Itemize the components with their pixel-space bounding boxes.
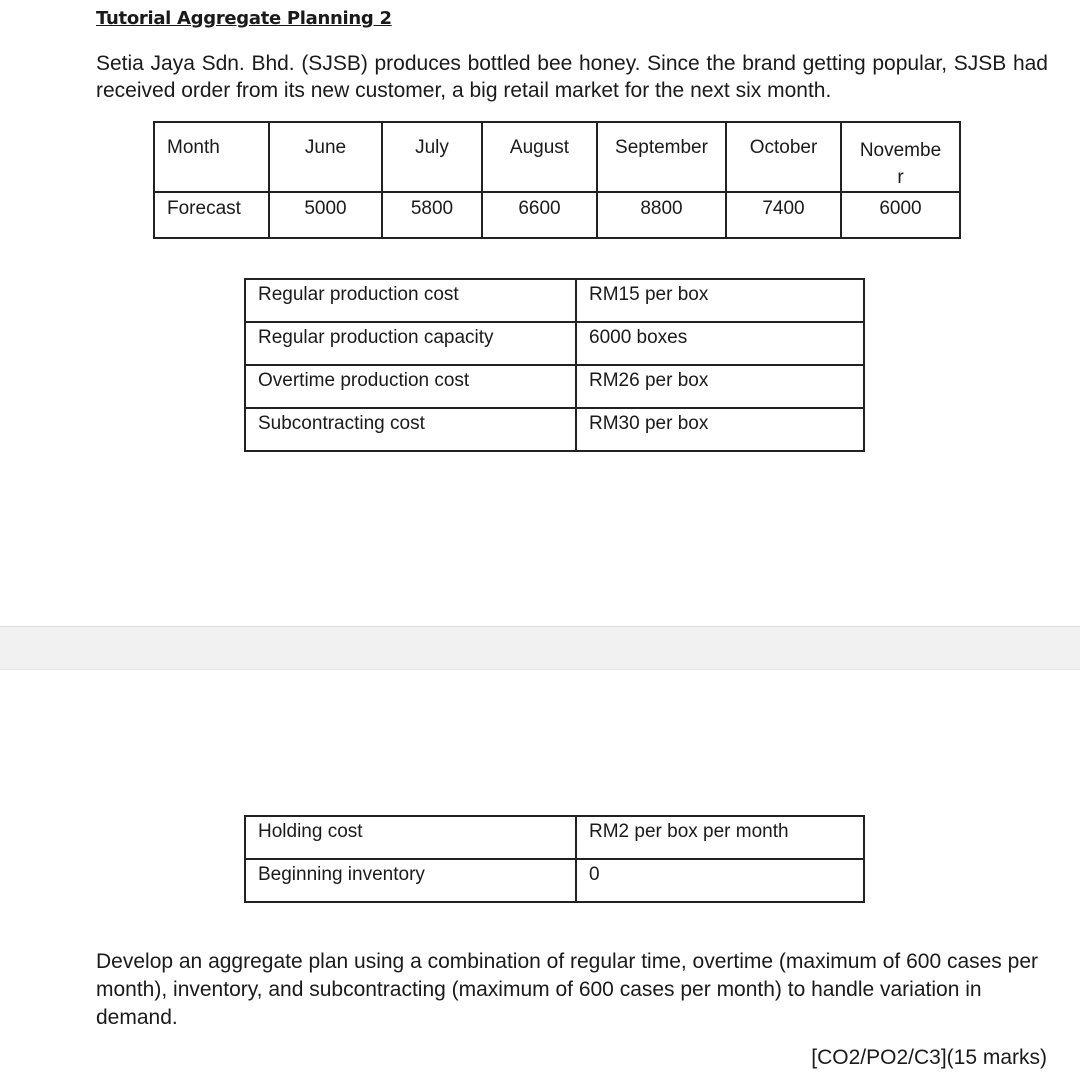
month-cell: July	[382, 122, 482, 192]
intro-paragraph: Setia Jaya Sdn. Bhd. (SJSB) produces bottled bee honey. Since the brand getting popular, SJSB had received order from its new customer, a big retail market for the next six month.	[96, 52, 1048, 102]
forecast-table	[153, 121, 961, 239]
month-cell: September	[597, 122, 726, 192]
page-title: Tutorial Aggregate Planning 2	[96, 8, 392, 29]
inventory-label: Holding cost	[245, 816, 576, 859]
forecast-cell: 6600	[482, 192, 597, 238]
marks-label: [CO2/PO2/C3](15 marks)	[811, 1046, 1047, 1069]
page-divider	[0, 626, 1080, 670]
cost-row	[245, 408, 864, 451]
cost-value: RM26 per box	[576, 365, 864, 408]
question-text: Develop an aggregate plan using a combination of regular time, overtime (maximum of 600 cases per month), inventory, and subcontracting (maximum of 600 cases per month) to handle variation in demand.	[96, 950, 1038, 1029]
cost-label: Overtime production cost	[245, 365, 576, 408]
cost-label: Regular production cost	[245, 279, 576, 322]
month-row	[154, 122, 960, 192]
cost-row	[245, 279, 864, 322]
inventory-label: Beginning inventory	[245, 859, 576, 902]
cost-value: RM15 per box	[576, 279, 864, 322]
inventory-row	[245, 816, 864, 859]
cost-value: RM30 per box	[576, 408, 864, 451]
month-label: Month	[154, 122, 269, 192]
forecast-cell: 8800	[597, 192, 726, 238]
cost-label: Regular production capacity	[245, 322, 576, 365]
month-cell: August	[482, 122, 597, 192]
cost-row	[245, 322, 864, 365]
inventory-value: RM2 per box per month	[576, 816, 864, 859]
inventory-row	[245, 859, 864, 902]
forecast-label: Forecast	[154, 192, 269, 238]
inventory-value: 0	[576, 859, 864, 902]
cost-row	[245, 365, 864, 408]
forecast-cell: 5800	[382, 192, 482, 238]
cost-table	[244, 278, 865, 452]
month-cell-november	[841, 122, 960, 192]
cost-label: Subcontracting cost	[245, 408, 576, 451]
forecast-cell: 7400	[726, 192, 841, 238]
month-cell-part: Novembe	[859, 140, 942, 161]
month-cell: June	[269, 122, 382, 192]
forecast-row	[154, 192, 960, 238]
cost-value: 6000 boxes	[576, 322, 864, 365]
forecast-cell: 6000	[841, 192, 960, 238]
month-cell: October	[726, 122, 841, 192]
month-cell-part: r	[897, 167, 904, 188]
forecast-cell: 5000	[269, 192, 382, 238]
inventory-table	[244, 815, 865, 903]
